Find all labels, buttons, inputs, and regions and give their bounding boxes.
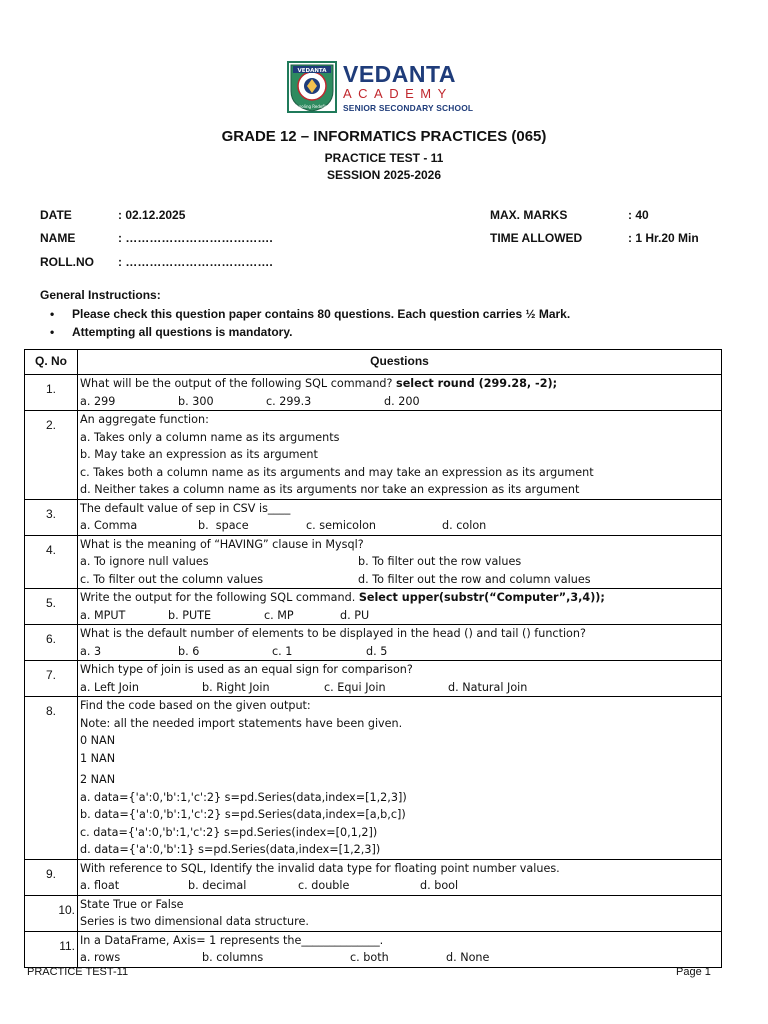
max-marks-label: MAX. MARKS [490, 208, 568, 222]
question-number: 3. [25, 499, 78, 535]
option: b. Right Join [202, 680, 270, 694]
option: b. To filter out the row values [358, 555, 522, 568]
question-number: 2. [25, 411, 78, 500]
session: SESSION 2025-2026 [326, 168, 442, 182]
question-number: 4. [25, 535, 78, 589]
option: b. May take an expression as its argument [80, 448, 318, 461]
question-code: select round (299.28, -2); [396, 377, 558, 390]
question-row [25, 411, 722, 500]
bullet-icon: • [50, 325, 55, 339]
option: b. PUTE [168, 608, 212, 622]
option: d. None [446, 951, 490, 964]
option: d. Natural Join [448, 680, 528, 694]
question-text: What will be the output of the following SQL command? [80, 377, 393, 390]
question-number: 10. [25, 895, 78, 931]
question-text: Write the output for the following SQL command. [80, 591, 356, 604]
instruction-item: • Please check this question paper contains 80 questions. Each question carries ½ Mark. [50, 307, 571, 321]
option: a. 299 [80, 394, 116, 408]
option: c. Equi Join [324, 680, 386, 694]
option: a. To ignore null values [80, 555, 209, 568]
question-cell [78, 931, 722, 967]
school-name-logo [343, 62, 477, 114]
output-line: 1 NAN [80, 751, 116, 765]
questions-header: Questions [78, 350, 722, 375]
option: a. Comma [80, 519, 138, 532]
question-text: Find the code based on the given output: [80, 699, 311, 712]
exam-title: GRADE 12 – INFORMATICS PRACTICES (065) [221, 128, 547, 145]
question-text: Which type of join is used as an equal sign for comparison? [80, 663, 413, 676]
question-number: 5. [25, 589, 78, 625]
output-line: 2 NAN [80, 773, 116, 786]
option: c. semicolon [306, 519, 377, 532]
question-row [25, 661, 722, 697]
option: a. data={'a':0,'b':1,'c':2} s=pd.Series(data,index=[1,2,3]) [80, 790, 407, 804]
option: a. 3 [80, 644, 102, 658]
seal-text: VEDANTA [297, 68, 327, 74]
questions-table [24, 349, 722, 968]
instructions-list [48, 305, 748, 341]
name-value: : ………………………………. [118, 231, 273, 245]
rollno-label: ROLL.NO [40, 255, 94, 269]
option: b. columns [202, 951, 264, 964]
question-number: 8. [25, 697, 78, 860]
question-cell [78, 499, 722, 535]
options [80, 679, 719, 697]
question-cell [78, 411, 722, 500]
question-row [25, 589, 722, 625]
options [80, 393, 719, 411]
question-text: With reference to SQL, Identify the invalid data type for floating point number values. [80, 861, 560, 875]
option: d. 200 [384, 394, 420, 408]
question-cell [78, 895, 722, 931]
question-row [25, 535, 722, 589]
table-header-row [25, 350, 722, 375]
question-number: 6. [25, 625, 78, 661]
question-cell [78, 589, 722, 625]
question-cell [78, 625, 722, 661]
option: c. both [350, 951, 389, 964]
question-statement: Series is two dimensional data structure. [80, 915, 309, 928]
question-cell [78, 697, 722, 860]
option: d. Neither takes a column name as its arguments nor take an expression as its argument [80, 483, 580, 496]
question-number: 1. [25, 375, 78, 411]
question-cell [78, 859, 722, 895]
question-code: Select upper(substr(“Computer”,3,4)); [358, 591, 605, 604]
option: a. Takes only a column name as its arguments [80, 430, 340, 444]
instruction-item: • Attempting all questions is mandatory. [50, 325, 293, 339]
option: d. data={'a':0,'b':1} s=pd.Series(data,index=[1,2,3]) [80, 843, 381, 856]
question-text: What is the meaning of “HAVING” clause in Mysql? [80, 537, 364, 551]
options [80, 553, 719, 571]
question-number: 9. [25, 859, 78, 895]
qno-header: Q. No [25, 350, 78, 375]
option: d. 5 [366, 644, 388, 658]
question-text: An aggregate function: [80, 413, 209, 426]
question-row [25, 375, 722, 411]
date-label: DATE [40, 208, 72, 222]
option: b. 6 [178, 644, 200, 658]
option: d. PU [340, 608, 370, 622]
option: a. Left Join [80, 680, 139, 694]
question-row [25, 499, 722, 535]
bullet-icon: • [50, 307, 55, 321]
question-row [25, 697, 722, 860]
question-text: State True or False [80, 897, 184, 911]
test-name: PRACTICE TEST - 11 [324, 151, 444, 165]
question-row [25, 625, 722, 661]
option: d. bool [420, 879, 459, 892]
options [80, 643, 719, 661]
seal-motto: Schooling Redefined [291, 104, 333, 109]
options [80, 607, 719, 625]
option: a. rows [80, 951, 121, 964]
school-seal-logo [287, 61, 337, 113]
option: b. space [198, 519, 249, 532]
instructions-title: General Instructions: [40, 288, 161, 302]
question-cell [78, 535, 722, 589]
name-label: NAME [40, 231, 76, 245]
question-text: In a DataFrame, Axis= 1 represents the______________. [80, 933, 384, 947]
option: a. float [80, 879, 120, 892]
options [80, 571, 719, 589]
option: c. 1 [272, 644, 293, 658]
logo-tagline: SENIOR SECONDARY SCHOOL [343, 103, 474, 113]
option: c. data={'a':0,'b':1,'c':2} s=pd.Series(index=[0,1,2]) [80, 825, 378, 839]
option: c. 299.3 [266, 394, 312, 408]
question-number: 11. [25, 931, 78, 967]
date-value: : 02.12.2025 [118, 208, 186, 222]
options [80, 517, 719, 535]
option: d. To filter out the row and column values [358, 572, 591, 586]
footer-test-name: PRACTICE TEST-11 [27, 966, 129, 978]
option: d. colon [442, 519, 487, 532]
time-allowed-label: TIME ALLOWED [490, 231, 583, 245]
rollno-value: : ………………………………. [118, 255, 273, 269]
question-row [25, 931, 722, 967]
page-number: Page 1 [676, 966, 711, 978]
question-cell [78, 661, 722, 697]
logo-main-text: VEDANTA [343, 61, 456, 87]
question-cell [78, 375, 722, 411]
output-line: 0 NAN [80, 734, 116, 747]
question-row [25, 859, 722, 895]
question-note: Note: all the needed import statements have been given. [80, 716, 403, 730]
options [80, 877, 719, 895]
question-number: 7. [25, 661, 78, 697]
option: c. MP [264, 608, 294, 622]
option: b. 300 [178, 394, 214, 408]
question-row [25, 895, 722, 931]
option: c. double [298, 879, 350, 892]
option: c. To filter out the column values [80, 572, 264, 586]
option: b. data={'a':0,'b':1,'c':2} s=pd.Series(data,index=[a,b,c]) [80, 808, 406, 821]
logo-sub-text: ACADEMY [343, 86, 453, 101]
question-text: The default value of sep in CSV is____ [80, 501, 291, 515]
max-marks-value: : 40 [628, 208, 649, 222]
question-text: What is the default number of elements to be displayed in the head () and tail () function? [80, 627, 586, 640]
time-allowed-value: : 1 Hr.20 Min [628, 231, 699, 245]
option: c. Takes both a column name as its arguments and may take an expression as its argument [80, 465, 594, 479]
option: a. MPUT [80, 608, 126, 622]
options [80, 949, 719, 967]
option: b. decimal [188, 879, 247, 892]
